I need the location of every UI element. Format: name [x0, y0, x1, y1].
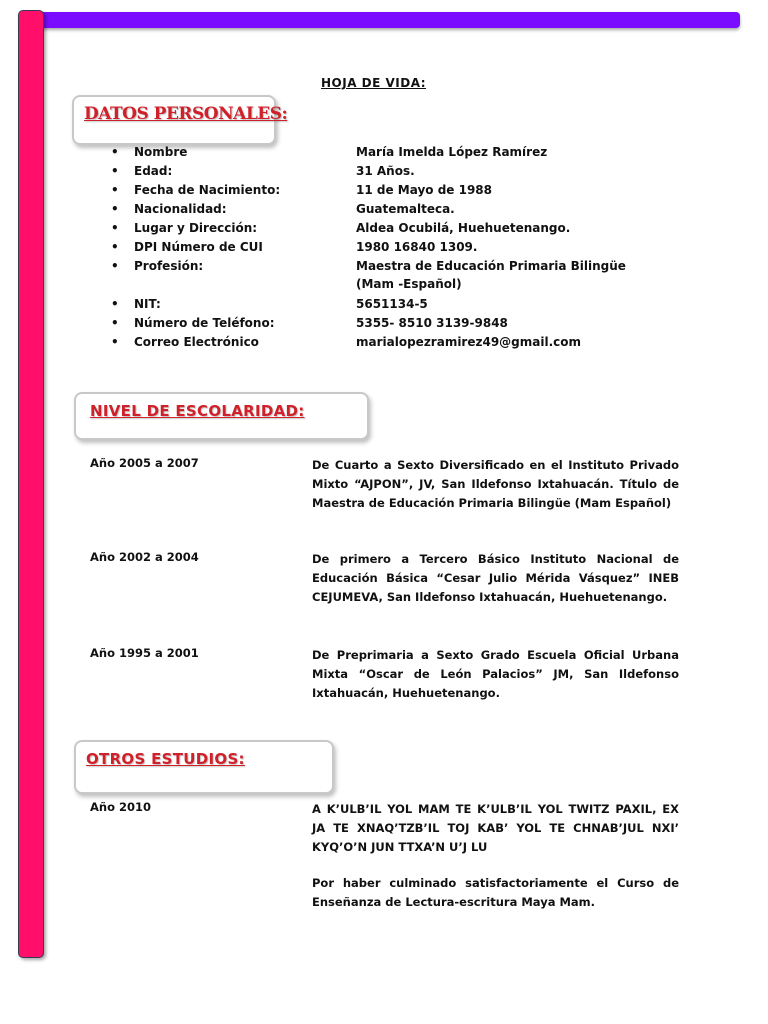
bullet-icon: • [111, 221, 119, 235]
section-personal-title: DATOS PERSONALES: [84, 104, 288, 124]
bullet-icon: • [111, 202, 119, 216]
education-description: De Preprimaria a Sexto Grado Escuela Oficial Urbana Mixta “Oscar de León Palacios” JM, San Ildefonso Ixtahuacán, Huehuetenango. [312, 648, 679, 700]
personal-value: Aldea Ocubilá, Huehuetenango. [356, 221, 571, 235]
education-description: De primero a Tercero Básico Instituto Nacional de Educación Básica “Cesar Julio Mérida Vásquez” INEB CEJUMEVA, San Ildefonso Ixtahuacán, Huehuetenango. [312, 552, 679, 604]
bullet-icon: • [111, 164, 119, 178]
personal-label: Nombre [134, 145, 188, 159]
other-study-years: Año 2010 [90, 800, 151, 814]
bullet-icon: • [111, 335, 119, 349]
personal-value: Guatemalteca. [356, 202, 455, 216]
personal-label: NIT: [134, 297, 161, 311]
bullet-icon: • [111, 145, 119, 159]
personal-label: Número de Teléfono: [134, 316, 275, 330]
education-years: Año 2002 a 2004 [90, 550, 199, 564]
section-education-title: NIVEL DE ESCOLARIDAD: [90, 402, 305, 420]
bullet-icon: • [111, 316, 119, 330]
personal-label: Edad: [134, 164, 173, 178]
bullet-icon: • [111, 183, 119, 197]
personal-label: Correo Electrónico [134, 335, 259, 349]
personal-label: Profesión: [134, 259, 204, 273]
personal-value: 31 Años. [356, 164, 415, 178]
personal-value: (Mam -Español) [356, 277, 462, 291]
left-accent-bar [18, 10, 44, 958]
education-description: De Cuarto a Sexto Diversificado en el Instituto Privado Mixto “AJPON”, JV, San Ildefonso Ixtahuacán. Título de Maestra de Educación Primaria Bilingüe (Mam Español) [312, 458, 679, 510]
other-study-description: A K’ULB’IL YOL MAM TE K’ULB’IL YOL TWITZ PAXIL, EX JA TE XNAQ’TZB’IL TOJ KAB’ YOL TE CHNAB’JUL NXI’ KYQ’O’N JUN TTXA’N U’J LU [312, 802, 679, 854]
personal-value: 5651134-5 [356, 297, 428, 311]
section-personal-box [72, 95, 288, 145]
top-accent-bar [20, 12, 740, 28]
personal-value: 11 de Mayo de 1988 [356, 183, 493, 197]
section-education-box [74, 392, 369, 440]
education-years: Año 2005 a 2007 [90, 456, 199, 470]
personal-label: Lugar y Dirección: [134, 221, 258, 235]
personal-value: marialopezramirez49@gmail.com [356, 335, 582, 349]
personal-label: Fecha de Nacimiento: [134, 183, 281, 197]
document-title: HOJA DE VIDA: [321, 76, 427, 90]
bullet-icon: • [111, 297, 119, 311]
other-study-description-2: Por haber culminado satisfactoriamente el Curso de Enseñanza de Lectura-escritura Maya Mam. [312, 876, 679, 909]
bullet-icon: • [111, 259, 119, 273]
personal-value: Maestra de Educación Primaria Bilingüe [356, 259, 626, 273]
section-other-box [74, 740, 334, 794]
personal-value: María Imelda López Ramírez [356, 145, 548, 159]
personal-value: 1980 16840 1309. [356, 240, 478, 254]
personal-label: Nacionalidad: [134, 202, 227, 216]
personal-value: 5355- 8510 3139-9848 [356, 316, 508, 330]
section-other-title: OTROS ESTUDIOS: [86, 750, 245, 768]
bullet-icon: • [111, 240, 119, 254]
education-years: Año 1995 a 2001 [90, 646, 199, 660]
personal-label: DPI Número de CUI [134, 240, 263, 254]
